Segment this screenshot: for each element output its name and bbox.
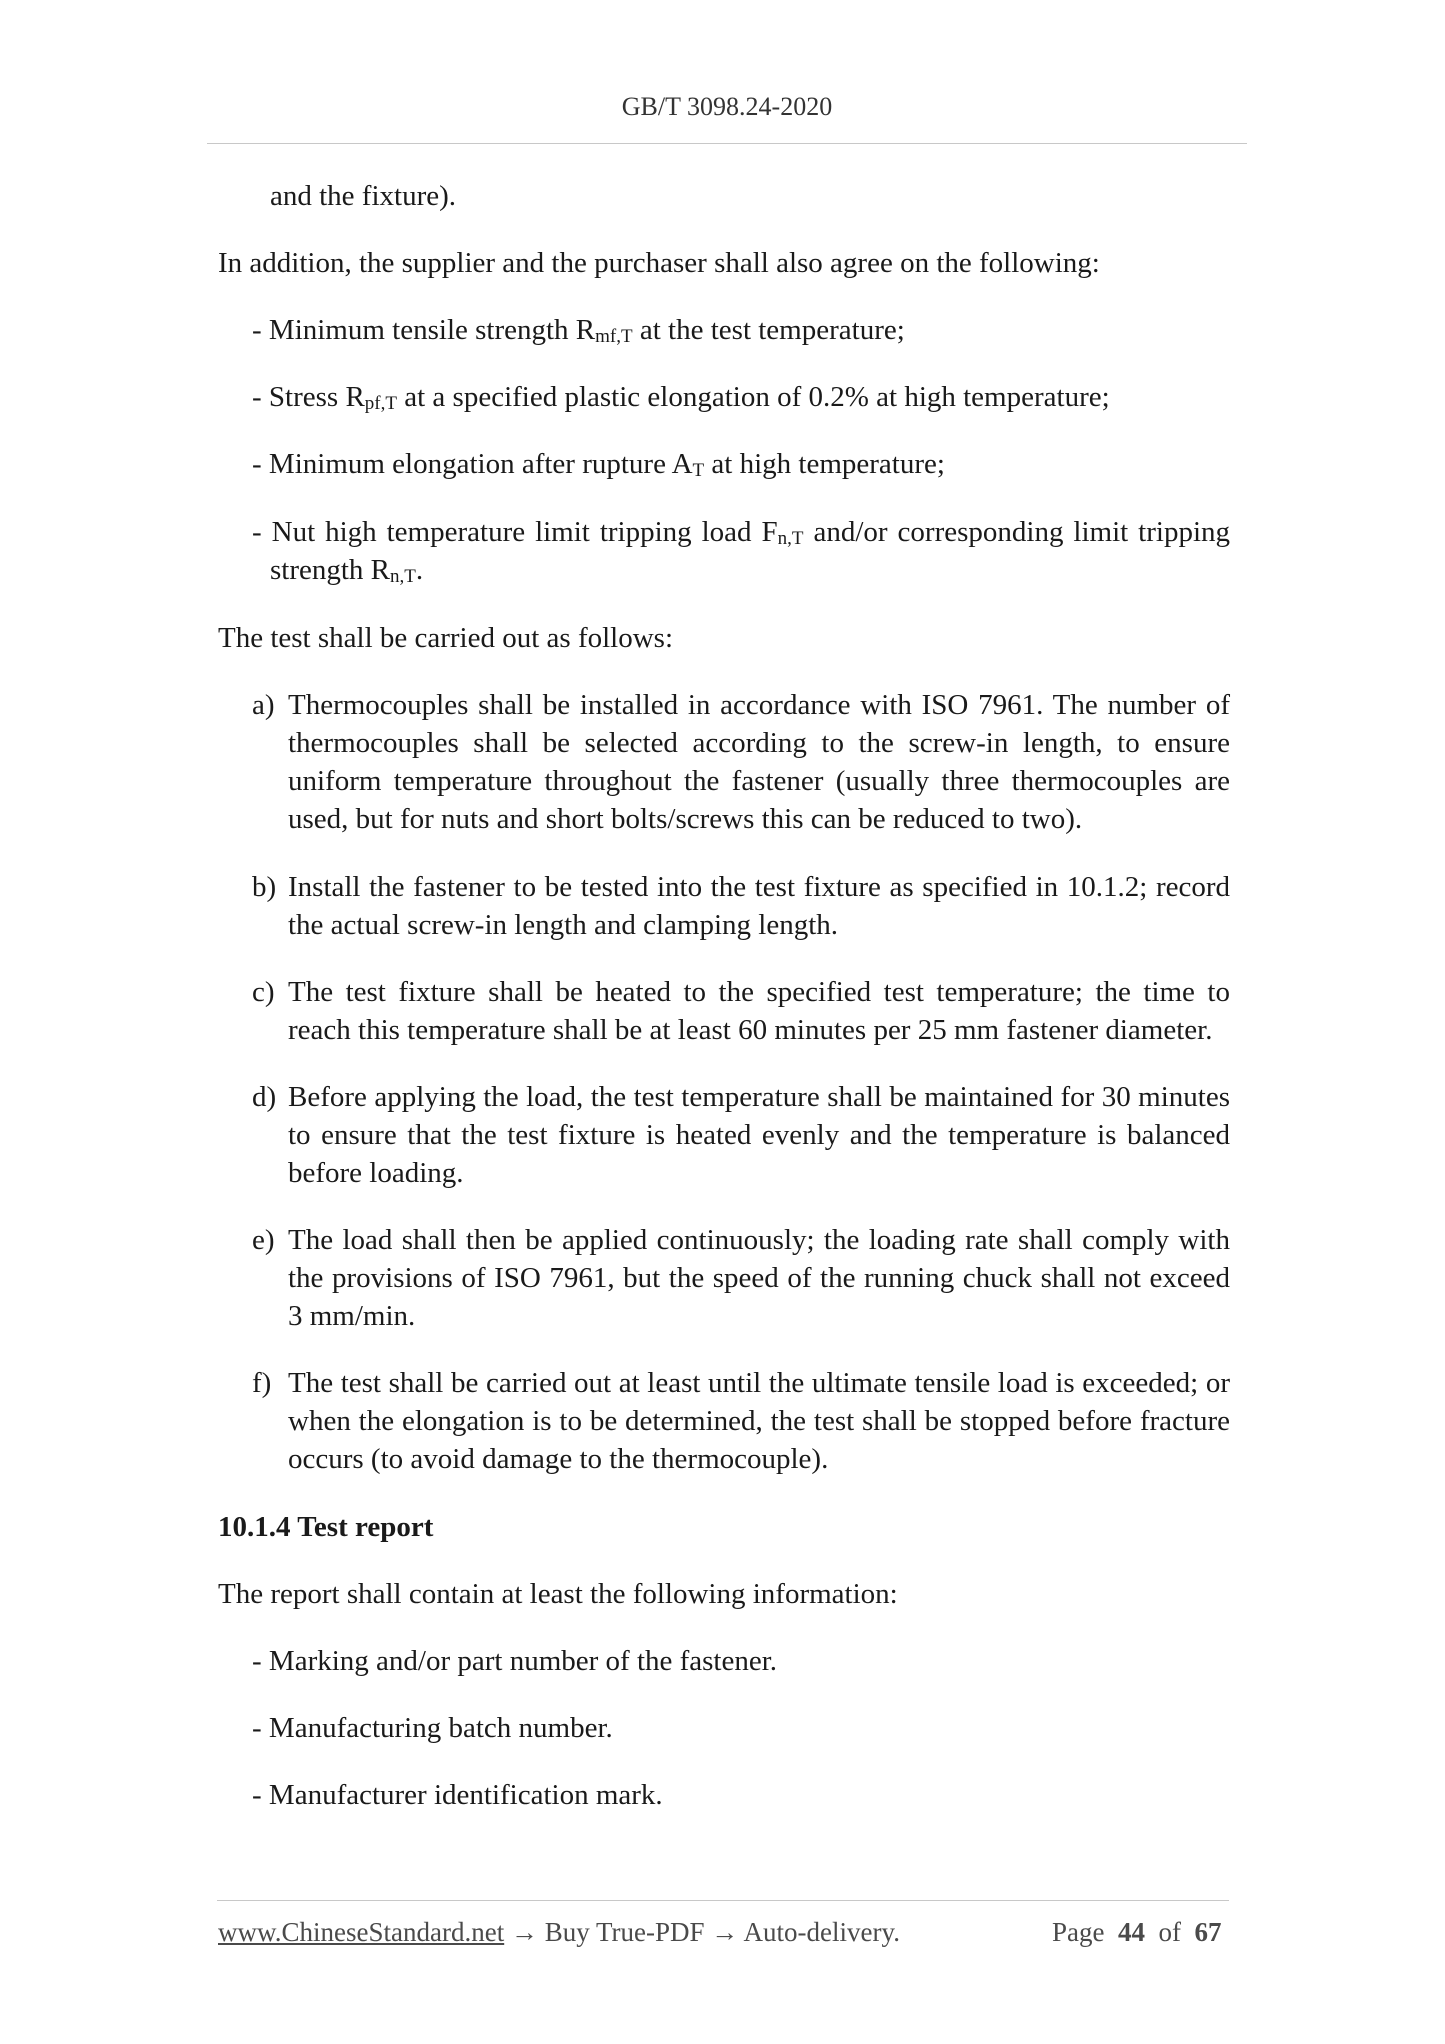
step-label: f) xyxy=(252,1367,272,1399)
step-text: Thermocouples shall be installed in accordance with ISO 7961. The number of thermocouples shall be selected according to the screw-in length, to ensure uniform temperature throughout the fastener (usually three thermocouples are used, but for nuts and short bolts/screws this can be reduced to two). xyxy=(288,689,1230,835)
report-item: - Manufacturing batch number. xyxy=(252,1712,613,1744)
arrow-right-icon: → xyxy=(711,1917,739,1947)
step-text: Install the fastener to be tested into the test fixture as specified in 10.1.2; record the actual screw-in length and clamping length. xyxy=(288,871,1230,941)
arrow-right-icon: → xyxy=(510,1917,538,1947)
footer-promo: www.ChineseStandard.net → Buy True-PDF → Auto-delivery. xyxy=(218,1917,900,1947)
step-label: e) xyxy=(252,1224,275,1256)
agree-item: - Minimum elongation after rupture $A_T$ at high temperature; xyxy=(252,448,945,481)
agree-intro-paragraph: In addition, the supplier and the purchaser shall also agree on the following: xyxy=(218,247,1100,279)
page-number: 44 xyxy=(1117,1917,1145,1947)
step-text: The test fixture shall be heated to the specified test temperature; the time to reach this temperature shall be at least 60 minutes per 25 mm fastener diameter. xyxy=(288,976,1230,1046)
report-item: - Marking and/or part number of the fastener. xyxy=(252,1645,778,1677)
step-text: The load shall then be applied continuously; the loading rate shall comply with the provisions of ISO 7961, but the speed of the running chuck shall not exceed 3 mm/min. xyxy=(288,1224,1230,1332)
footer-divider xyxy=(217,1900,1229,1901)
step-label: c) xyxy=(252,976,275,1008)
step-label: d) xyxy=(252,1081,277,1113)
agree-item-continuation: strength $R_{n,T}$. xyxy=(270,554,424,587)
site-link[interactable]: www.ChineseStandard.net xyxy=(218,1917,505,1947)
agree-item: - Minimum tensile strength $R_{mf,T}$ at the test temperature; xyxy=(252,314,905,347)
report-item: - Manufacturer identification mark. xyxy=(252,1779,663,1811)
page-indicator: Page 44 of 67 xyxy=(1052,1917,1222,1947)
agree-item: - Nut high temperature limit tripping load $F_{n,T}$ and/or corresponding limit tripping xyxy=(252,516,1230,549)
report-intro-paragraph: The report shall contain at least the following information: xyxy=(218,1578,898,1610)
test-intro-paragraph: The test shall be carried out as follows: xyxy=(218,622,674,654)
step-label: a) xyxy=(252,689,275,721)
header-divider xyxy=(207,143,1247,144)
continuation-text: and the fixture). xyxy=(270,180,457,212)
step-label: b) xyxy=(252,871,277,903)
step-text: Before applying the load, the test temperature shall be maintained for 30 minutes to ensure that the test fixture is heated evenly and the temperature is balanced before loading. xyxy=(288,1081,1230,1189)
step-text: The test shall be carried out at least until the ultimate tensile load is exceeded; or when the elongation is to be determined, the test shall be stopped before fracture occurs (to avoid damage to the thermocouple). xyxy=(288,1367,1230,1475)
total-pages: 67 xyxy=(1194,1917,1222,1947)
document-id-header: GB/T 3098.24-2020 xyxy=(621,92,833,121)
agree-item: - Stress $R_{pf,T}$ at a specified plastic elongation of 0.2% at high temperature; xyxy=(252,381,1110,414)
section-heading: 10.1.4 Test report xyxy=(218,1511,434,1543)
